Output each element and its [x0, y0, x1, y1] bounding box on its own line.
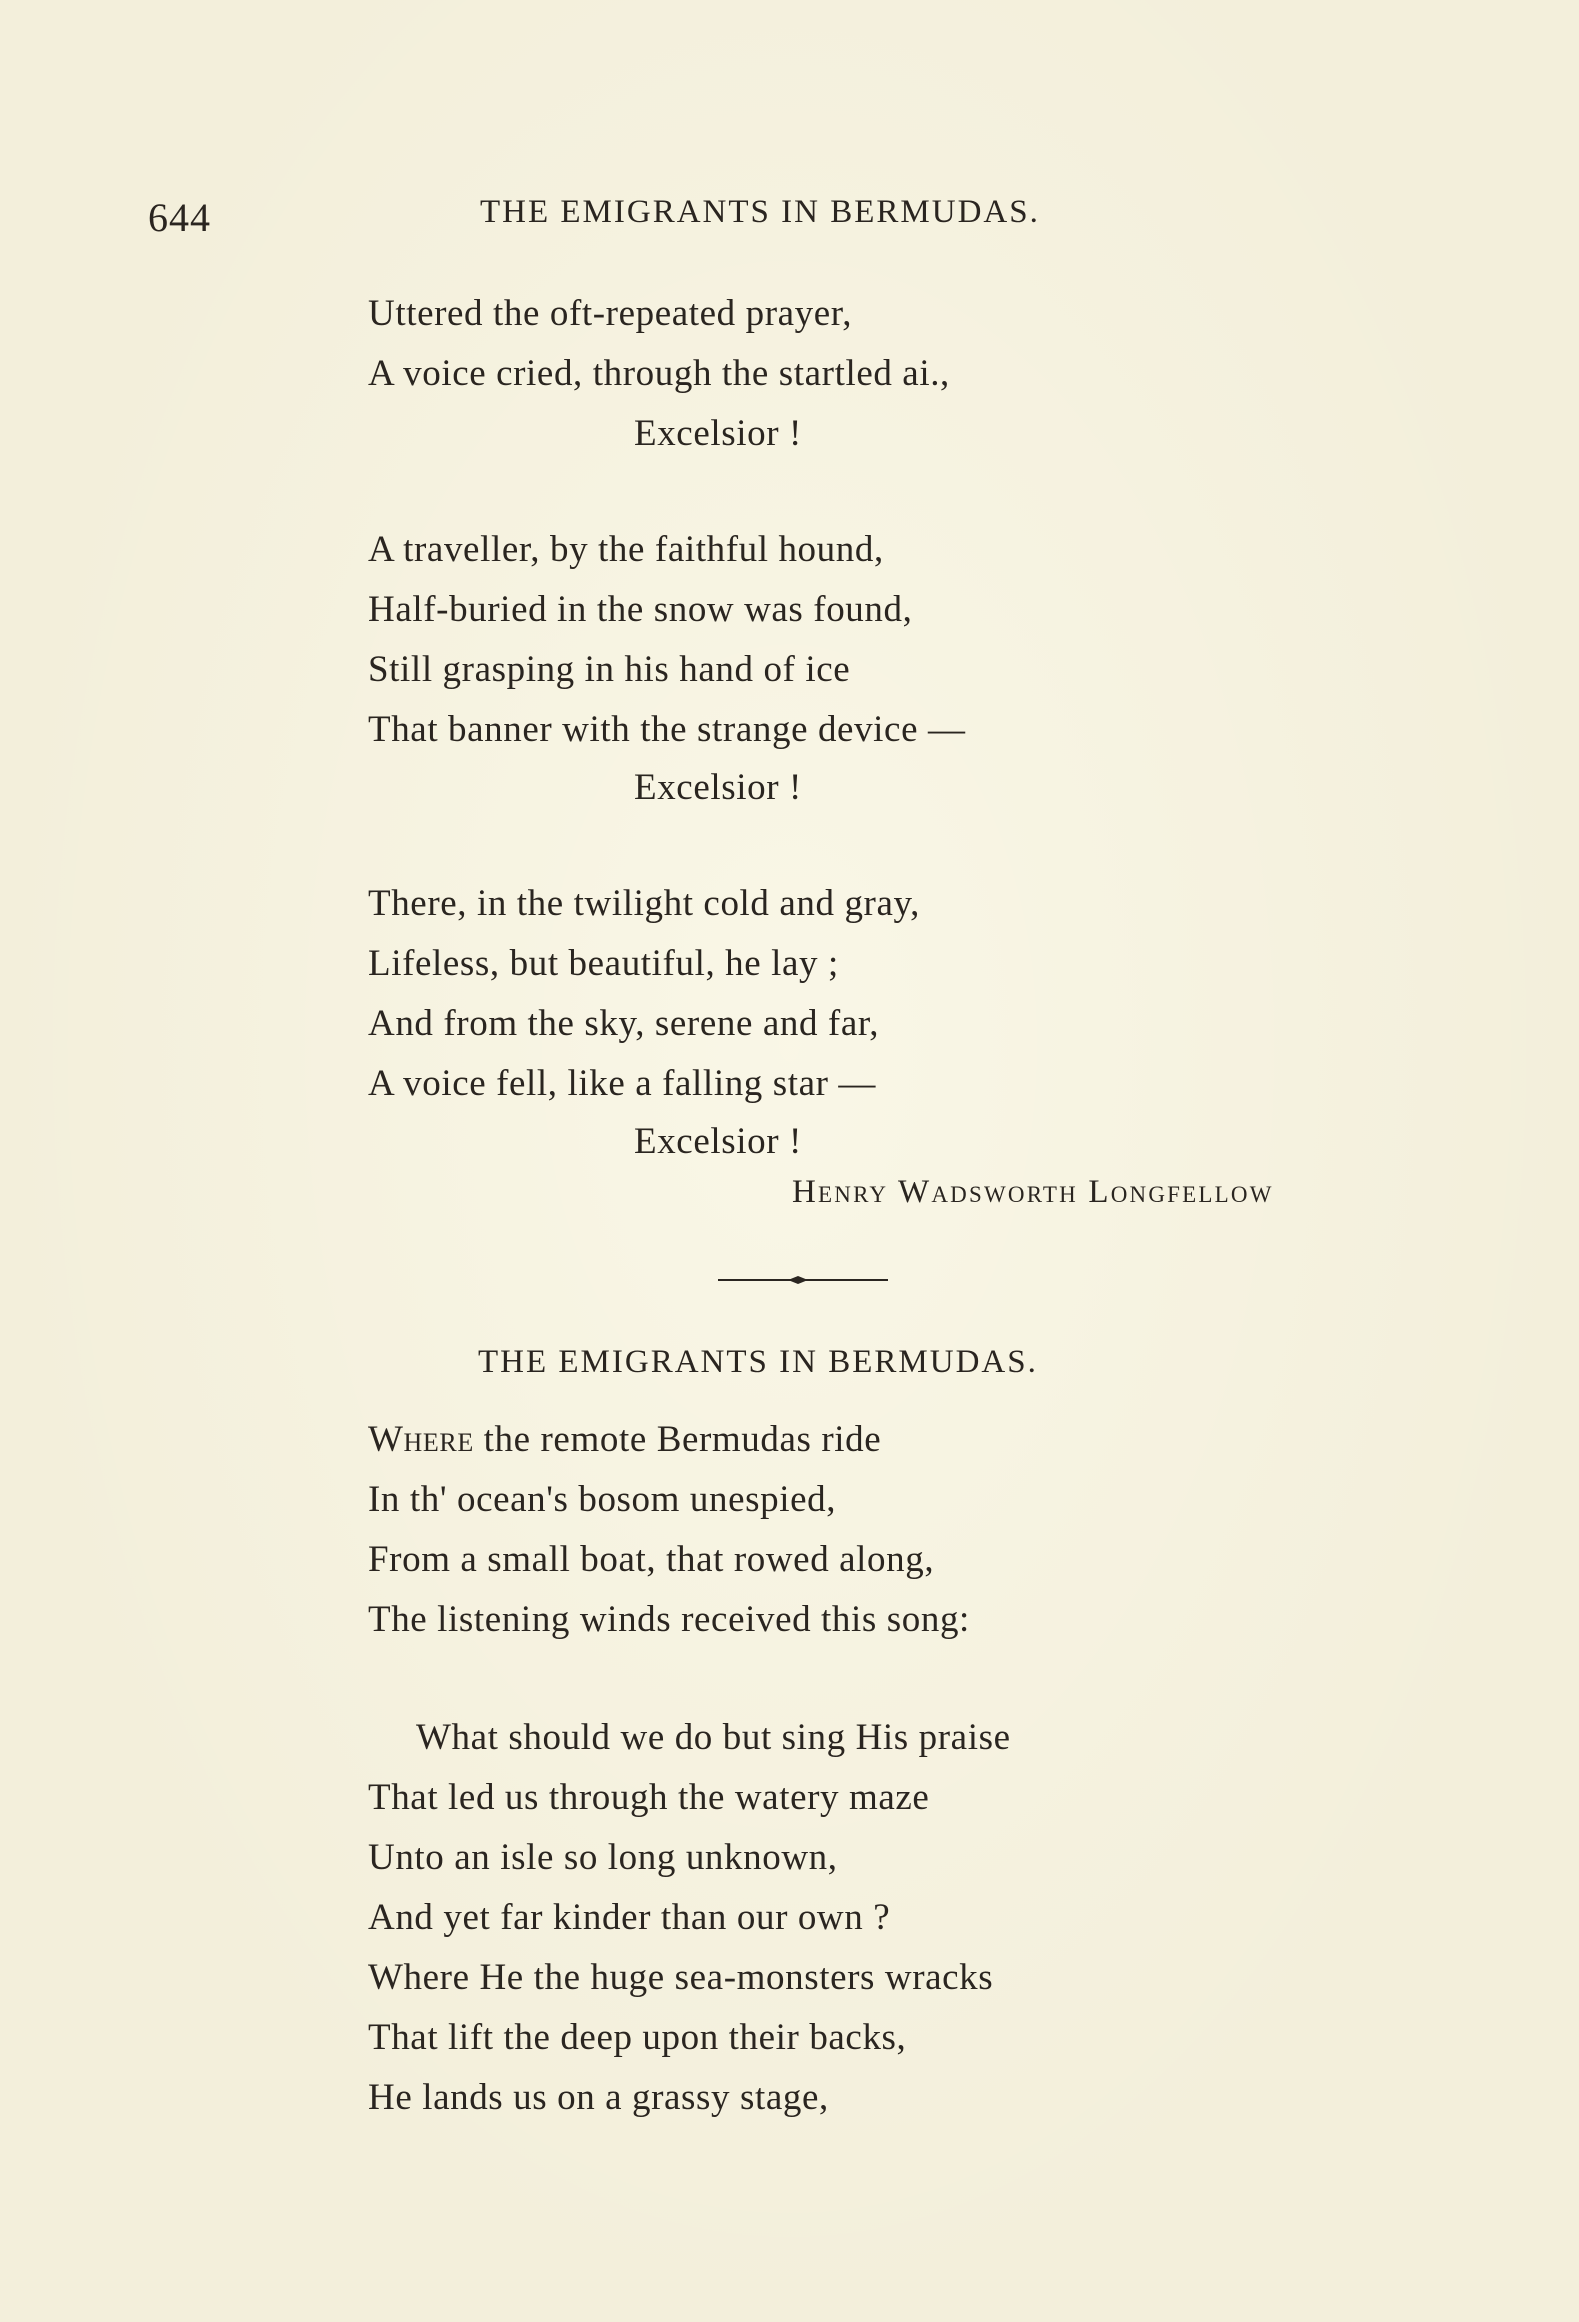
poem-line: What should we do but sing His praise: [416, 1717, 1011, 1758]
refrain-line: Excelsior !: [634, 767, 802, 808]
refrain-line: Excelsior !: [634, 1121, 802, 1162]
page-number: 644: [148, 195, 211, 240]
refrain-line: Excelsior !: [634, 413, 802, 454]
poem-line: He lands us on a grassy stage,: [368, 2077, 829, 2118]
running-head: THE EMIGRANTS IN BERMUDAS.: [480, 194, 1040, 230]
section-divider-ornament: [718, 1274, 888, 1286]
poem-line-text: the remote Bermudas ride: [473, 1419, 882, 1460]
poem-line: A traveller, by the faithful hound,: [368, 529, 884, 570]
poem-line: Lifeless, but beautiful, he lay ;: [368, 943, 839, 984]
author-attribution: Henry Wadsworth Longfellow: [792, 1174, 1274, 1210]
poem-line: A voice fell, like a falling star —: [368, 1063, 877, 1104]
poem-line: Where He the huge sea-monsters wracks: [368, 1957, 994, 1998]
poem-line: In th' ocean's bosom unespied,: [368, 1479, 837, 1520]
poem-line: Still grasping in his hand of ice: [368, 649, 851, 690]
poem-line: And from the sky, serene and far,: [368, 1003, 880, 1044]
poem-line: Unto an isle so long unknown,: [368, 1837, 838, 1878]
poem-line: There, in the twilight cold and gray,: [368, 883, 921, 924]
poem-line: That lift the deep upon their backs,: [368, 2017, 907, 2058]
poem-line: The listening winds received this song:: [368, 1599, 970, 1640]
poem-line: Uttered the oft-repeated prayer,: [368, 293, 853, 334]
poem-line: From a small boat, that rowed along,: [368, 1539, 935, 1580]
poem-line: A voice cried, through the startled ai.,: [368, 353, 950, 394]
poem-line: Half-buried in the snow was found,: [368, 589, 913, 630]
drop-word: Where: [368, 1419, 474, 1460]
poem-line: And yet far kinder than our own ?: [368, 1897, 891, 1938]
poem-line: [368, 1418, 881, 1461]
poem-line: That led us through the watery maze: [368, 1777, 930, 1818]
poem-title: THE EMIGRANTS IN BERMUDAS.: [478, 1344, 1038, 1380]
poem-line: That banner with the strange device —: [368, 709, 966, 750]
